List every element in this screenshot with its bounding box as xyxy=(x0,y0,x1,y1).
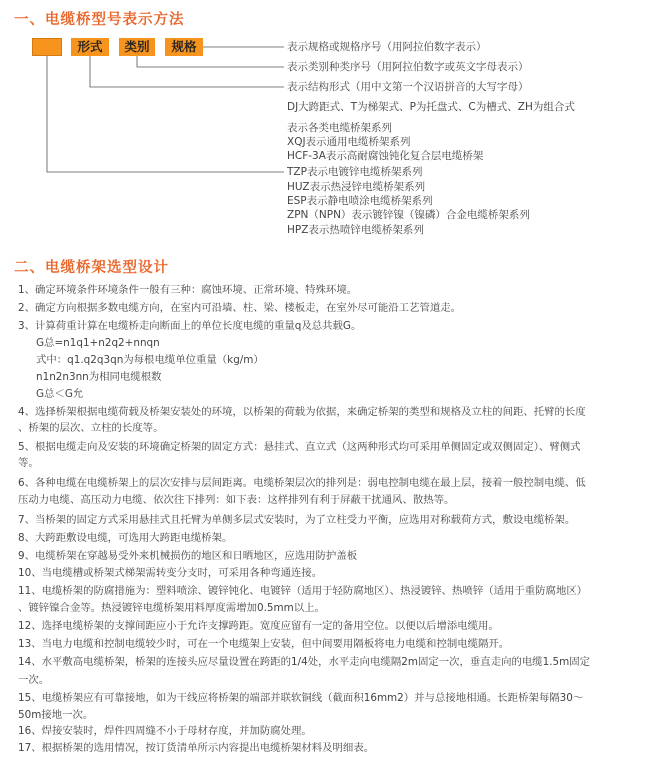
body-line: 5、根据电缆走向及安装的环境确定桥架的固定方式：悬挂式、直立式（这两种形式均可采用单侧固定或双侧固定）、臂侧式 xyxy=(18,441,581,453)
desc-series: 表示各类电缆桥架系列 xyxy=(287,122,392,134)
body-line: 2、确定方向根据多数电缆方向，在室内可沿墙、柱、梁、楼板走，在室外尽可能沿工艺管道走。 xyxy=(18,302,462,314)
desc-zpn: ZPN（NPN）表示镀锌镍（镍磷）合金电缆桥架系列 xyxy=(287,209,530,221)
model-box-category: 类别 xyxy=(119,38,155,56)
desc-category: 表示类别种类序号（用阿拉伯数字或英文字母表示） xyxy=(287,61,529,73)
model-box-form: 形式 xyxy=(71,38,109,56)
body-line: 9、电缆桥架在穿越易受外来机械损伤的地区和日晒地区，应选用防护盖板 xyxy=(18,550,358,562)
body-line: 6、各种电缆在电缆桥架上的层次安排与层间距离。电缆桥架层次的排列是：弱电控制电缆在最上层，接着一般控制电缆、低 xyxy=(18,477,586,489)
body-line: 、镀锌镍合金等。热浸镀锌电缆桥架用料厚度需增加0.5mm以上。 xyxy=(18,602,325,614)
body-line: 1、确定环境条件环境条件一般有三种：腐蚀环境、正常环境、特殊环境。 xyxy=(18,284,358,296)
model-box-spec: 规格 xyxy=(165,38,203,56)
body-line: 7、当桥架的固定方式采用悬挂式且托臂为单侧多层式安装时，为了立柱受力平衡，应选用对称载荷方式，敷设电缆桥架。 xyxy=(18,514,576,526)
desc-xqj: XQJ表示通用电缆桥架系列 xyxy=(287,136,411,148)
formula-line: G总=n1q1+n2q2+nnqn xyxy=(36,337,160,349)
body-line: 16、焊接安装时，焊件四周缝不小于母材存度，并加防腐处理。 xyxy=(18,725,312,737)
body-line: 一次。 xyxy=(18,674,50,686)
body-line: 压动力电缆、高压动力电缆、依次往下排列：如下表：这样排列有利于屏蔽干扰通风、散热等。 xyxy=(18,494,455,506)
desc-form-types: DJ大跨距式、T为梯架式、P为托盘式、C为槽式、ZH为组合式 xyxy=(287,101,575,113)
desc-esp: ESP表示静电喷涂电缆桥架系列 xyxy=(287,195,433,207)
formula-line: 式中：q1.q2q3qn为每根电缆单位重量（kg/m） xyxy=(36,354,264,366)
body-line: 11、电缆桥架的防腐措施为：塑料喷涂、镀锌钝化、电镀锌（适用于轻防腐地区）、热浸镀锌、热喷锌（适用于重防腐地区） xyxy=(18,585,588,597)
desc-hpz: HPZ表示热喷锌电缆桥架系列 xyxy=(287,224,424,236)
desc-spec: 表示规格或规格序号（用阿拉伯数字表示） xyxy=(287,41,487,53)
body-line: 50m接地一次。 xyxy=(18,709,94,721)
body-line: 12、选择电缆桥架的支撑间距应小于允许支撑跨距。宽度应留有一定的备用空位。以便以后增添电缆用。 xyxy=(18,620,499,632)
formula-line: G总＜G允 xyxy=(36,388,84,400)
body-line: 8、大跨距敷设电缆，可选用大跨距电缆桥架。 xyxy=(18,532,233,544)
body-line: 、桥架的层次、立柱的长度等。 xyxy=(18,422,164,434)
desc-tzp: TZP表示电镀锌电缆桥架系列 xyxy=(287,166,423,178)
section2-title: 二、电缆桥架选型设计 xyxy=(14,260,169,276)
body-line: 3、计算荷重计算在电缆桥走向断面上的单位长度电缆的重量q及总共载G。 xyxy=(18,320,362,332)
body-line: 4、选择桥架根据电缆荷载及桥架安装处的环境，以桥架的荷载为依据，来确定桥架的类型和规格及立柱的间距、托臂的长度 xyxy=(18,406,586,418)
body-line: 等。 xyxy=(18,457,39,469)
body-line: 10、当电缆槽或桥架式梯架需转变分支时，可采用各种弯通连接。 xyxy=(18,567,323,579)
desc-huz: HUZ表示热浸锌电缆桥架系列 xyxy=(287,181,426,193)
formula-line: n1n2n3nn为相同电缆根数 xyxy=(36,371,162,383)
body-line: 17、根据桥架的选用情况，按订货清单所示内容提出电缆桥架材料及明细表。 xyxy=(18,742,375,754)
desc-form: 表示结构形式（用中文第一个汉语拼音的大写字母） xyxy=(287,81,529,93)
body-line: 14、水平敷高电缆桥架，桥架的连接头应尽量设置在跨距的1/4处，水平走向电缆隔2m固定一次，垂直走向的电缆1.5m固定 xyxy=(18,656,591,668)
section1-title: 一、电缆桥型号表示方法 xyxy=(14,12,185,28)
body-line: 13、当电力电缆和控制电缆较少时，可在一个电缆架上安装，但中间要用隔板将电力电缆和控制电缆隔开。 xyxy=(18,638,510,650)
body-line: 15、电缆桥架应有可靠接地，如为干线应将桥架的端部并联软铜线（截面积16mm2）并与总接地相通。长距桥架每隔30～ xyxy=(18,692,584,704)
desc-hcf: HCF-3A表示高耐腐蚀钝化复合层电缆桥架 xyxy=(287,150,484,162)
